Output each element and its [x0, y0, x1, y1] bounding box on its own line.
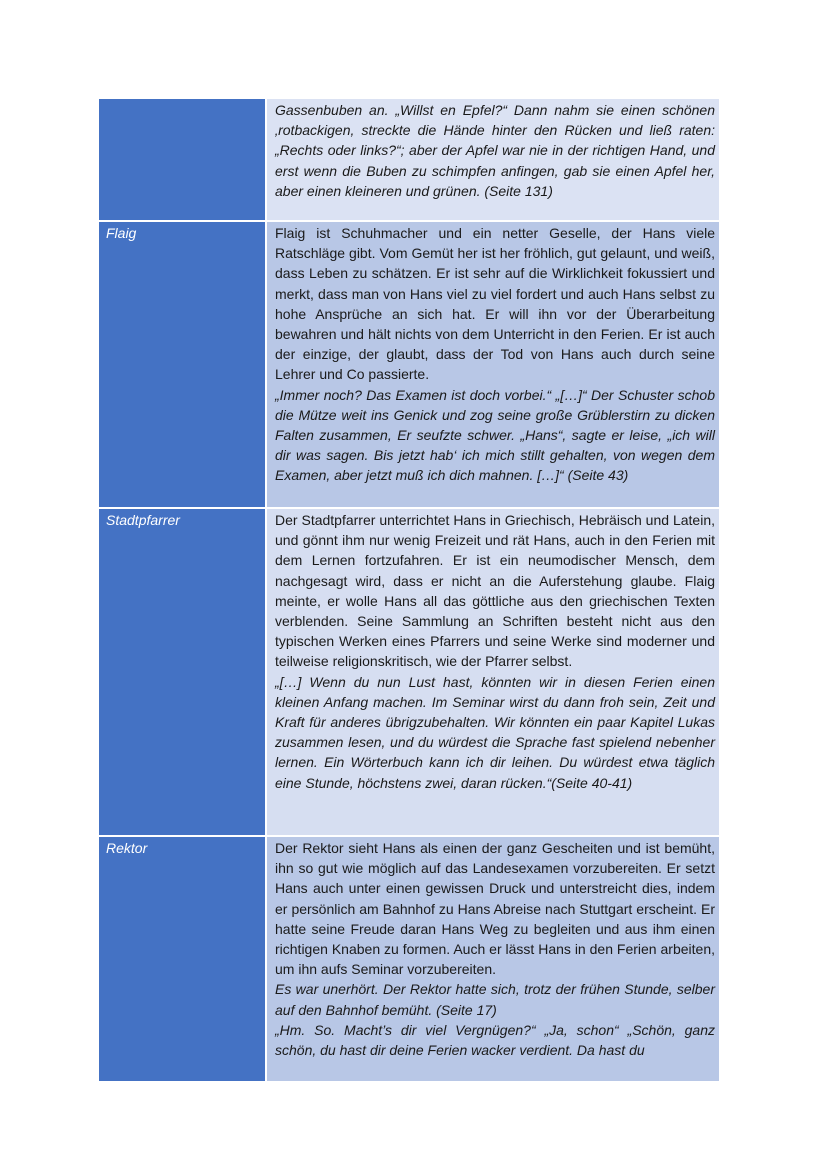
description-cell — [267, 509, 719, 835]
character-name-cell: Flaig — [99, 222, 267, 507]
description-paragraph: Der Stadtpfarrer unterrichtet Hans in Griechisch, Hebräisch und Latein, und gönnt ihm nur wenig Freizeit und rät Hans, auch in den Ferien mit dem Lernen fortzufahren. Er ist ein neumodischer Mensch, dem nachgesagt wird, dass er nicht an die Auferstehung glaube. Flaig meinte, er wolle Hans all das göttliche aus den griechischen Texten verblenden. Seine Sammlung an Schriften besteht nicht aus den typischen Werken eines Pfarrers und seine Werke sind moderner und teilweise religionskritisch, wie der Pfarrer selbst. — [275, 512, 715, 670]
character-name-cell — [99, 99, 267, 220]
quote-paragraph: „Hm. So. Macht’s dir viel Vergnügen?“ „Ja, schon“ „Schön, ganz schön, du hast dir deine Ferien wacker verdient. Da hast du — [275, 1021, 715, 1059]
description-cell — [267, 99, 719, 220]
quote-paragraph: Es war unerhört. Der Rektor hatte sich, trotz der frühen Stunde, selber auf den Bahnhof bemüht. (Seite 17) — [275, 981, 715, 1018]
description-paragraph: Flaig ist Schuhmacher und ein netter Geselle, der Hans viele Ratschläge gibt. Vom Gemüt her ist her fröhlich, gut gelaunt, und weiß, dass Leben zu schätzen. Er ist sehr auf die Wirklichkeit fokussiert und merkt, dass man von Hans viel zu viel fordert und auch Hans selbst zu hohe Ansprüche an sich hat. Er will ihn vor der Überarbeitung bewahren und hält nichts von dem Unterricht in den Ferien. Er ist auch der einzige, der glaubt, dass der Tod von Hans auch durch seine Lehrer und Co passierte. — [275, 225, 715, 383]
quote-paragraph: Gassenbuben an. „Willst en Epfel?“ Dann nahm sie einen schönen ‚rotbackigen, streckte die Hände hinter den Rücken und ließ raten: „Rechts oder links?“; aber der Apfel war nie in der richtigen Hand, und erst wenn die Buben zu schimpfen anfingen, gab sie einen Apfel her, aber einen kleineren und grünen. (Seite 131) — [275, 102, 715, 199]
description-cell — [267, 837, 719, 1081]
description-cell — [267, 222, 719, 507]
character-table — [99, 99, 719, 1081]
table-row — [99, 835, 719, 1081]
quote-paragraph: „Immer noch? Das Examen ist doch vorbei.“ „[…]“ Der Schuster schob die Mütze weit ins Genick und zog seine große Grüblerstirn zu dicken Falten zusammen, Er seufzte schwer. „Hans“, sagte er leise, „ich will dir was sagen. Bis jetzt hab‘ ich mich stillt gehalten, von wegen dem Examen, aber jetzt muß ich dich mahnen. […]“ (Seite 43) — [275, 386, 715, 484]
quote-paragraph: „[…] Wenn du nun Lust hast, könnten wir in diesen Ferien einen kleinen Anfang machen. Im Seminar wirst du dann froh sein, Zeit und Kraft für anderes übrigzubehalten. Wir könnten ein paar Kapitel Lukas zusammen lesen, und du würdest die Sprache fast spielend nebenher lernen. Ein Wörterbuch kann ich dir leihen. Du würdest etwa täglich eine Stunde, höchstens zwei, daran rücken.“(Seite 40-41) — [275, 673, 715, 791]
character-name-cell: Stadtpfarrer — [99, 509, 267, 835]
table-row — [99, 99, 719, 220]
character-name-cell: Rektor — [99, 837, 267, 1081]
table-row — [99, 220, 719, 507]
description-paragraph: Der Rektor sieht Hans als einen der ganz Gescheiten und ist bemüht, ihn so gut wie möglich auf das Landesexamen vorzubereiten. Er setzt Hans auch unter einen gewissen Druck und unterstreicht dies, indem er persönlich am Bahnhof zu Hans Abreise nach Stuttgart erscheint. Er hatte seine Freude daran Hans Weg zu begleiten und aus ihm einen richtigen Knaben zu formen. Auch er lässt Hans in den Ferien arbeiten, um ihn aufs Seminar vorzubereiten. — [275, 840, 715, 978]
table-row — [99, 507, 719, 835]
